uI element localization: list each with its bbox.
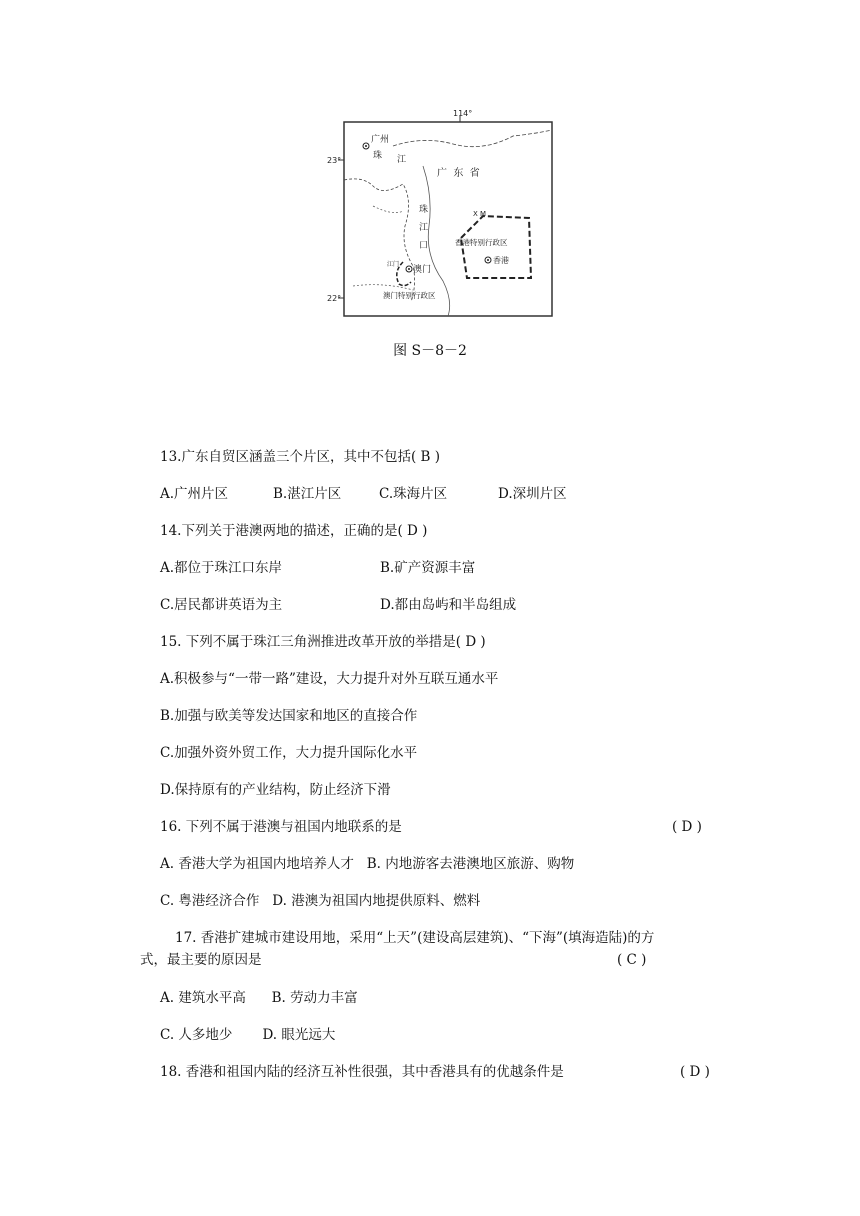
shenzhen-label: X M xyxy=(473,210,487,218)
q17-stem-line-1: 17. 香港扩建城市建设用地，采用“上天”(建设高层建筑)、“下海”(填海造陆)的方 xyxy=(175,930,655,946)
q16-options-line-2: C. 粤港经济合作 D. 港澳为祖国内地提供原料、燃料 xyxy=(160,893,481,909)
q14-option-b: B.矿产资源丰富 xyxy=(380,560,476,576)
q15-stem: 15. 下列不属于珠江三角洲推进改革开放的举措是( D ) xyxy=(160,634,486,650)
zhujiangkou-label-1: 珠 xyxy=(419,205,429,215)
guangzhou-label: 广州 xyxy=(371,135,390,145)
q15-option-b: B.加强与欧美等发达国家和地区的直接合作 xyxy=(160,708,418,724)
lat-23-label: 23° xyxy=(327,156,342,165)
q16-options-line-1: A. 香港大学为祖国内地培养人才 B. 内地游客去港澳地区旅游、购物 xyxy=(160,856,575,872)
hk-sar-label: 香港特别行政区 xyxy=(455,238,508,247)
q15-option-c: C.加强外资外贸工作，大力提升国际化水平 xyxy=(160,745,418,761)
q15-option-a: A.积极参与“一带一路”建设，大力提升对外互联互通水平 xyxy=(160,671,499,687)
q13-option-c: C.珠海片区 xyxy=(379,486,448,502)
q13-stem: 13.广东自贸区涵盖三个片区，其中不包括( B ) xyxy=(160,449,441,465)
map-figure xyxy=(327,106,563,324)
pearl-river-delta-map xyxy=(327,106,563,324)
zhujiang-label-2: 江 xyxy=(397,155,407,165)
q17-stem-line-2: 式，最主要的原因是 xyxy=(140,952,262,968)
q17-options-line-2: C. 人多地少 D. 眼光远大 xyxy=(160,1027,336,1043)
q14-option-a: A.都位于珠江口东岸 xyxy=(160,560,283,576)
q13-option-d: D.深圳片区 xyxy=(498,486,567,502)
q17-options-line-1: A. 建筑水平高 B. 劳动力丰富 xyxy=(160,990,358,1006)
q18-stem: 18. 香港和祖国内陆的经济互补性很强，其中香港具有的优越条件是 xyxy=(160,1064,564,1080)
q13-option-a: A.广州片区 xyxy=(160,486,229,502)
q17-answer: ( C ) xyxy=(617,952,647,968)
zhujiang-label-1: 珠 xyxy=(373,151,383,161)
q16-answer: ( D ) xyxy=(672,819,702,835)
q14-option-c: C.居民都讲英语为主 xyxy=(160,597,283,613)
hongkong-label: 香港 xyxy=(493,256,509,265)
macau-label: 澳门 xyxy=(413,265,432,275)
q15-option-d: D.保持原有的产业结构，防止经济下滑 xyxy=(160,782,391,798)
q18-answer: ( D ) xyxy=(680,1064,710,1080)
macau-sar-label: 澳门特别行政区 xyxy=(383,291,436,300)
hk-sar-boundary xyxy=(461,216,531,278)
q16-stem: 16. 下列不属于港澳与祖国内地联系的是 xyxy=(160,819,402,835)
guangdong-province-label: 广 东 省 xyxy=(437,168,480,179)
zhujiangkou-label-3: 口 xyxy=(419,241,429,251)
q14-stem: 14.下列关于港澳两地的描述，正确的是( D ) xyxy=(160,523,428,539)
jiangmen-label: 江门 xyxy=(387,261,400,268)
lon-114-label: 114° xyxy=(453,109,473,118)
q13-option-b: B.湛江片区 xyxy=(273,486,342,502)
zhujiangkou-label-2: 江 xyxy=(419,223,429,233)
lat-22-label: 22° xyxy=(327,294,342,303)
q14-option-d: D.都由岛屿和半岛组成 xyxy=(380,597,517,613)
figure-caption: 图 S－8－2 xyxy=(393,343,467,359)
